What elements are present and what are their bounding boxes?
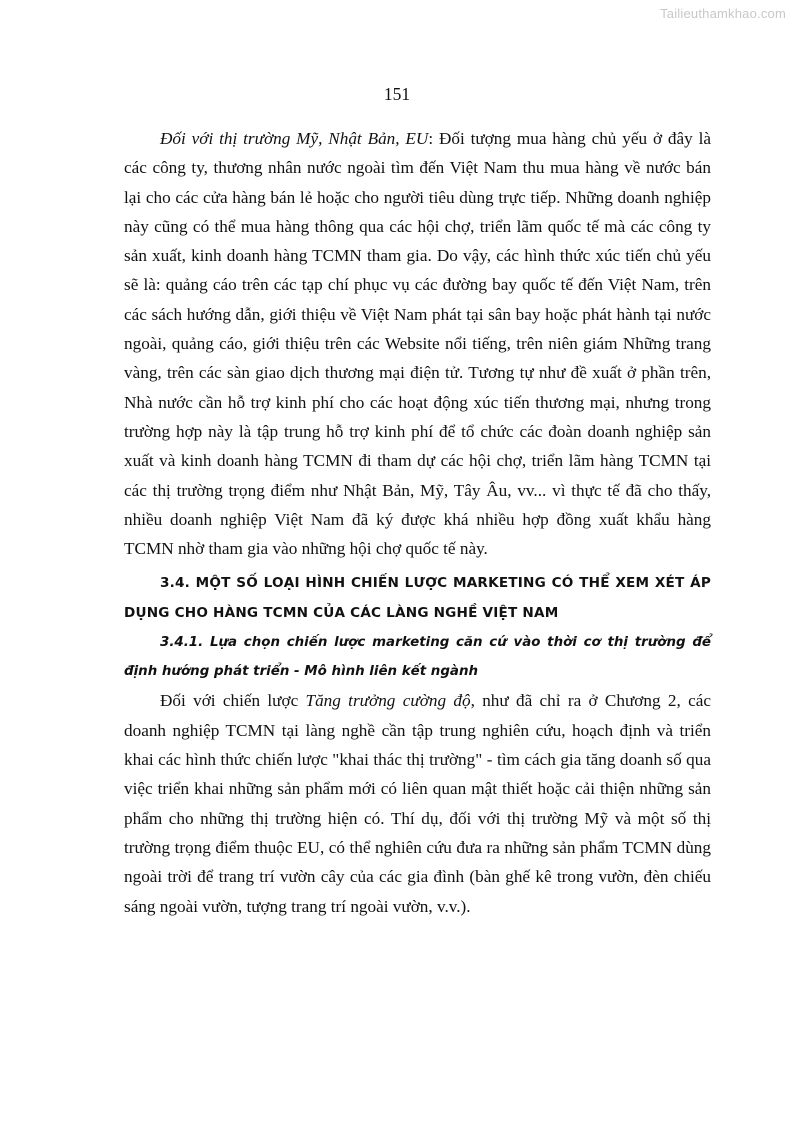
subsection-heading: 3.4.1. Lựa chọn chiến lược marketing căn cứ vào thời cơ thị trường để định hướng phát triển - Mô hình liên kết ngành bbox=[124, 635, 711, 680]
paragraph-strategy bbox=[124, 686, 711, 920]
document-body bbox=[124, 124, 711, 921]
paragraph-markets bbox=[124, 124, 711, 563]
paragraph-emphasis: Tăng trưởng cường độ bbox=[305, 691, 471, 711]
section-heading: 3.4. MỘT SỐ LOẠI HÌNH CHIẾN LƯỢC MARKETING CÓ THỂ XEM XÉT ÁP DỤNG CHO HÀNG TCMN CỦA CÁC LÀNG NGHỀ VIỆT NAM bbox=[124, 575, 711, 622]
paragraph-lead: Đối với thị trường Mỹ, Nhật Bản, EU bbox=[160, 129, 429, 148]
paragraph-intro: Đối với chiến lược bbox=[160, 691, 306, 711]
paragraph-text: : Đối tượng mua hàng chủ yếu ở đây là các công ty, thương nhân nước ngoài tìm đến Việt Nam thu mua hàng về nước bán lại cho các cửa hàng bán lẻ hoặc cho người tiêu dùng trực tiếp. Những doanh nghiệp này cũng có thể mua hàng thông qua các hội chợ, triển lãm quốc tế mà các công ty sản xuất, kinh doanh hàng TCMN tham gia. Do vậy, các hình thức xúc tiến chủ yếu sẽ là: quảng cáo trên các tạp chí phục vụ các đường bay quốc tế đến Việt Nam, trên các sách hướng dẫn, giới thiệu về Việt Nam phát tại sân bay hoặc phát hành tại nước ngoài, quảng cáo, giới thiệu trên các Website nổi tiếng, trên niên giám Những trang vàng, trên các sàn giao dịch thương mại điện tử. Tương tự như đề xuất ở phần trên, Nhà nước cần hỗ trợ kinh phí cho các hoạt động xúc tiến thương mại, nhưng trong trường hợp này là tập trung hỗ trợ kinh phí để tổ chức các đoàn doanh nghiệp sản xuất và kinh doanh hàng TCMN đi tham dự các hội chợ, triển lãm hàng TCMN tại các thị trường trọng điểm như Nhật Bản, Mỹ, Tây Âu, vv... vì thực tế đã cho thấy, nhiều doanh nghiệp Việt Nam đã ký được khá nhiều hợp đồng xuất khẩu hàng TCMN nhờ tham gia vào những hội chợ quốc tế này. bbox=[124, 129, 711, 559]
paragraph-text: , như đã chỉ ra ở Chương 2, các doanh nghiệp TCMN tại làng nghề cần tập trung nghiên cứu, hoạch định và triển khai các hình thức chiến lược "khai thác thị trường" - tìm cách gia tăng doanh số qua việc triển khai những sản phẩm mới có liên quan mật thiết hoặc cải thiện những sản phẩm cho những thị trường hiện có. Thí dụ, đối với thị trường Mỹ và một số thị trường trọng điểm thuộc EU, có thể nghiên cứu đưa ra những sản phẩm TCMN dùng ngoài trời để trang trí vườn cây của các gia đình (bàn ghế kê trong vườn, đèn chiếu sáng ngoài vườn, tượng trang trí ngoài vườn, v.v.). bbox=[124, 691, 711, 916]
watermark: Tailieuthamkhao.com bbox=[660, 6, 786, 21]
page-number: 151 bbox=[383, 84, 411, 104]
